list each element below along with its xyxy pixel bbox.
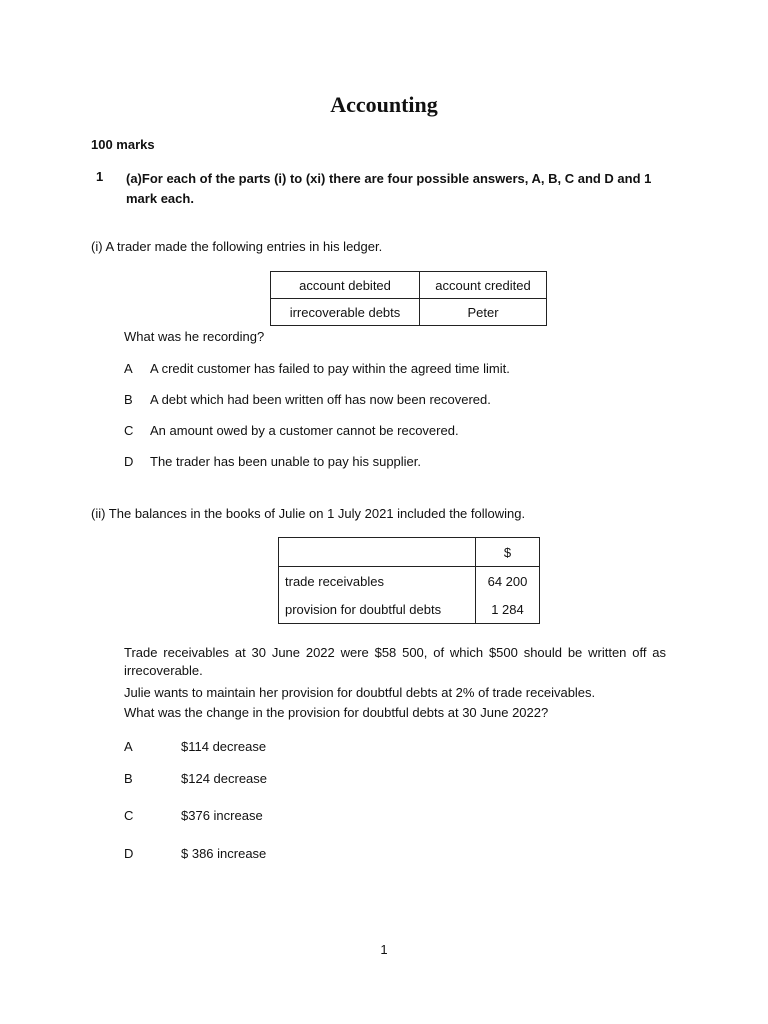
header-currency: $ — [476, 538, 540, 567]
header-account-credited: account credited — [420, 272, 547, 299]
page-number: 1 — [380, 942, 388, 957]
cell-credited: Peter — [420, 299, 547, 326]
option-letter: A — [124, 739, 133, 754]
question-number: 1 — [96, 169, 104, 184]
option-letter: A — [124, 361, 133, 376]
option-text: The trader has been unable to pay his supplier. — [150, 454, 422, 469]
table-row — [271, 299, 547, 326]
total-marks: 100 marks — [91, 137, 155, 152]
part-ii-paragraph-2: Julie wants to maintain her provision for doubtful debts at 2% of trade receivables. — [124, 685, 596, 700]
header-blank — [279, 538, 476, 567]
option-letter: B — [124, 392, 133, 407]
option-text: $376 increase — [181, 808, 263, 823]
header-account-debited: account debited — [271, 272, 420, 299]
option-text: $124 decrease — [181, 771, 268, 786]
part-ii-paragraph-1: Trade receivables at 30 June 2022 were $58 500, of which $500 should be written off as irrecoverable. — [124, 645, 666, 678]
table-header-row — [279, 538, 540, 567]
option-letter: D — [124, 846, 134, 861]
table-row — [279, 567, 540, 596]
option-letter: B — [124, 771, 133, 786]
part-i-prompt: What was he recording? — [124, 329, 265, 344]
part-ii-paragraph-3: What was the change in the provision for doubtful debts at 30 June 2022? — [124, 705, 549, 720]
page-title: Accounting — [330, 92, 438, 117]
option-text: $ 386 increase — [181, 846, 267, 861]
part-i-stem: (i) A trader made the following entries in his ledger. — [91, 239, 383, 254]
option-text: A debt which had been written off has now been recovered. — [150, 392, 491, 407]
part-ii-stem: (ii) The balances in the books of Julie on 1 July 2021 included the following. — [91, 506, 526, 521]
cell-value: 64 200 — [476, 567, 540, 596]
table-header-row — [271, 272, 547, 299]
cell-value: 1 284 — [476, 595, 540, 624]
option-letter: C — [124, 808, 134, 823]
cell-label: trade receivables — [279, 567, 476, 596]
cell-label: provision for doubtful debts — [279, 595, 476, 624]
option-text: A credit customer has failed to pay within the agreed time limit. — [150, 361, 510, 376]
option-text: An amount owed by a customer cannot be recovered. — [150, 423, 459, 438]
ledger-entries-table — [270, 271, 547, 326]
table-row — [279, 595, 540, 624]
option-letter: C — [124, 423, 134, 438]
option-text: $114 decrease — [181, 739, 267, 754]
balances-table — [278, 537, 540, 624]
question-instruction: (a)For each of the parts (i) to (xi) there are four possible answers, A, B, C and D and 1 mark each. — [126, 171, 652, 206]
cell-debited: irrecoverable debts — [271, 299, 420, 326]
option-letter: D — [124, 454, 134, 469]
